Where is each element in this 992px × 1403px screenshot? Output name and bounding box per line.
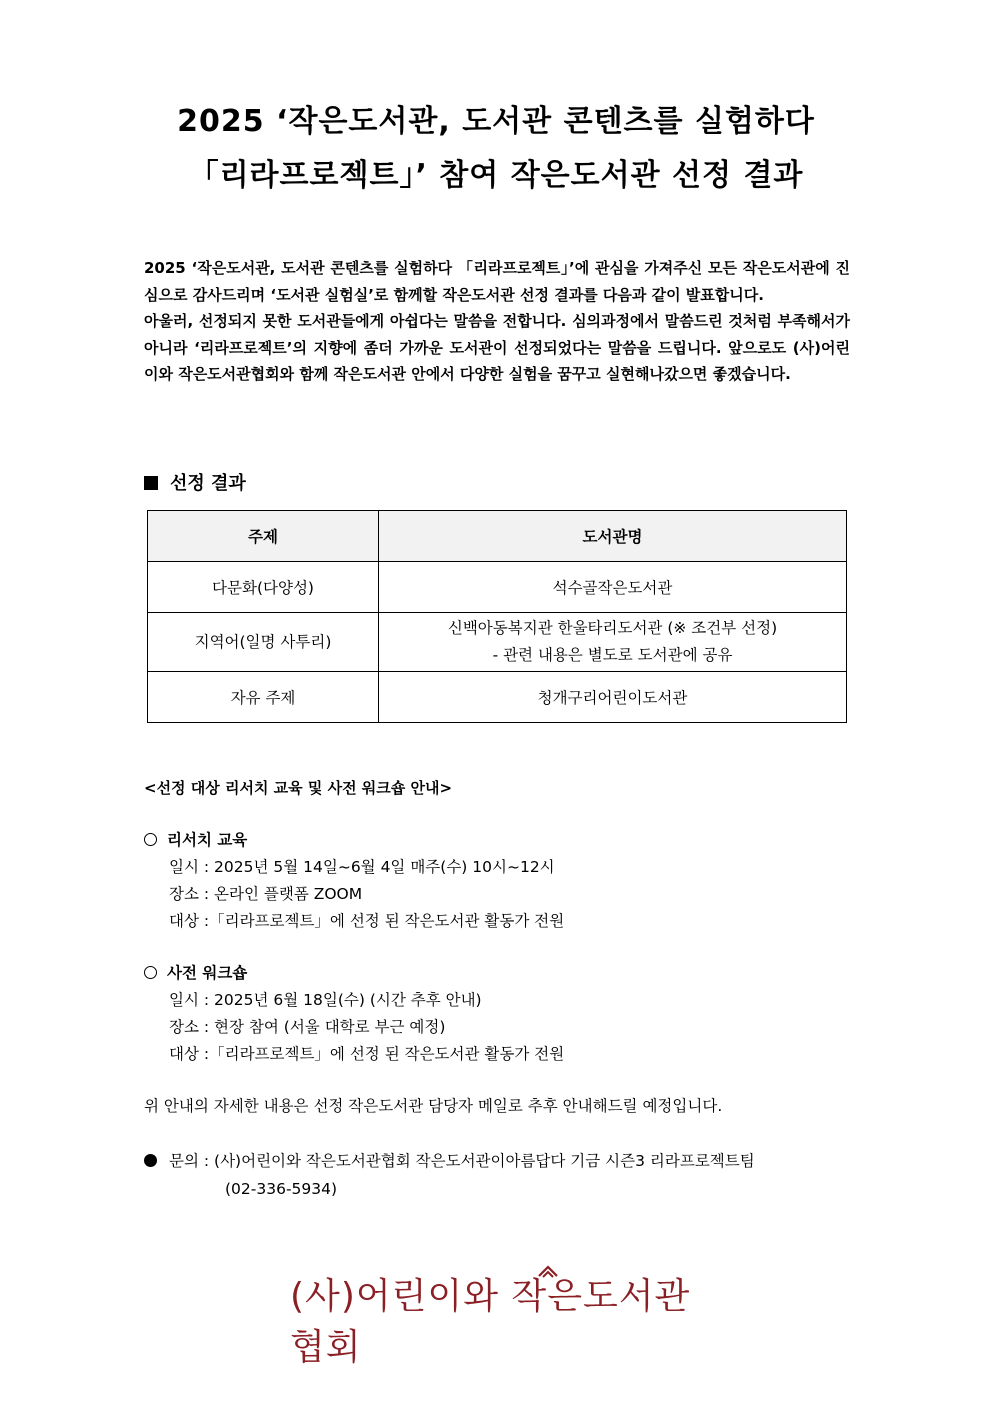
research-date: 일시 : 2025년 5월 14일~6월 4일 매주(수) 10시~12시 (169, 858, 555, 876)
table-row (148, 672, 847, 723)
table-header-row (148, 511, 847, 562)
circle-bullet-icon (144, 833, 157, 846)
cell-library-line-2: - 관련 내용은 별도로 도서관에 공유 (492, 646, 733, 664)
title-line-1: 2025 ‘작은도서관, 도서관 콘텐츠를 실험하다 (177, 104, 815, 139)
cell-library: 석수골작은도서관 (379, 562, 847, 613)
association-logo (290, 1268, 710, 1368)
research-section (144, 827, 564, 935)
cell-topic: 자유 주제 (148, 672, 379, 723)
header-library: 도서관명 (379, 511, 847, 562)
research-heading-label: 리서치 교육 (167, 831, 248, 849)
workshop-heading-label: 사전 워크숍 (167, 964, 248, 982)
results-heading-label: 선정 결과 (170, 473, 246, 494)
cell-topic: 지역어(일명 사투리) (148, 613, 379, 672)
cell-library-line-1: 신백아동복지관 한울타리도서관 (※ 조건부 선정) (447, 619, 778, 637)
research-target: 대상 :「리라프로젝트」에 선정 된 작은도서관 활동가 전원 (169, 912, 565, 930)
header-topic: 주제 (148, 511, 379, 562)
research-heading (144, 827, 564, 854)
filled-circle-bullet-icon (144, 1154, 157, 1167)
black-square-icon (144, 476, 158, 490)
guide-title: <선정 대상 리서치 교육 및 사전 워크숍 안내> (144, 779, 453, 797)
contact-phone: (02-336-5934) (225, 1180, 338, 1198)
logo-text: (사)어린이와 작은도서관협회 (290, 1276, 691, 1368)
guide-note: 위 안내의 자세한 내용은 선정 작은도서관 담당자 메일로 추후 안내해드릴 예정입니다. (144, 1097, 723, 1115)
contact-line-1 (144, 1147, 850, 1175)
intro-paragraph-2: 아울러, 선정되지 못한 도서관들에게 아쉽다는 말씀을 전합니다. 심의과정에서 말씀드린 것처럼 부족해서가 아니라 ‘리라프로젝트’의 지향에 좀더 가까운 도서관이 선정되었다는 말씀을 드립니다. 앞으로도 (사)어린이와 작은도서관협회와 함께 작은도서관 안에서 다양한 실험을 꿈꾸고 실현해나갔으면 좋겠습니다. (144, 312, 850, 383)
cell-library (379, 613, 847, 672)
book-hat-icon (537, 1264, 559, 1278)
workshop-target: 대상 :「리라프로젝트」에 선정 된 작은도서관 활동가 전원 (169, 1045, 565, 1063)
table-row (148, 562, 847, 613)
intro-paragraph-1: 2025 ‘작은도서관, 도서관 콘텐츠를 실험하다 「리라프로젝트」’에 관심을 가져주신 모든 작은도서관에 진심으로 감사드리며 ‘도서관 실험실’로 함께할 작은도서관 선정 결과를 다음과 같이 발표합니다. (144, 259, 850, 304)
cell-library: 청개구리어린이도서관 (379, 672, 847, 723)
workshop-date: 일시 : 2025년 6월 18일(수) (시간 추후 안내) (169, 991, 482, 1009)
results-table (147, 510, 847, 723)
table-row (148, 613, 847, 672)
circle-bullet-icon (144, 966, 157, 979)
results-heading (144, 469, 246, 495)
title-line-2: 「리라프로젝트」’ 참여 작은도서관 선정 결과 (188, 158, 804, 193)
workshop-place: 장소 : 현장 참여 (서울 대학로 부근 예정) (169, 1018, 446, 1036)
cell-topic: 다문화(다양성) (148, 562, 379, 613)
contact-text: 문의 : (사)어린이와 작은도서관협회 작은도서관이아름답다 기금 시즌3 리라프로젝트팀 (169, 1152, 755, 1170)
contact-info (144, 1147, 850, 1203)
research-place: 장소 : 온라인 플랫폼 ZOOM (169, 885, 363, 903)
workshop-heading (144, 960, 564, 987)
workshop-section (144, 960, 564, 1068)
intro-text (144, 255, 850, 388)
